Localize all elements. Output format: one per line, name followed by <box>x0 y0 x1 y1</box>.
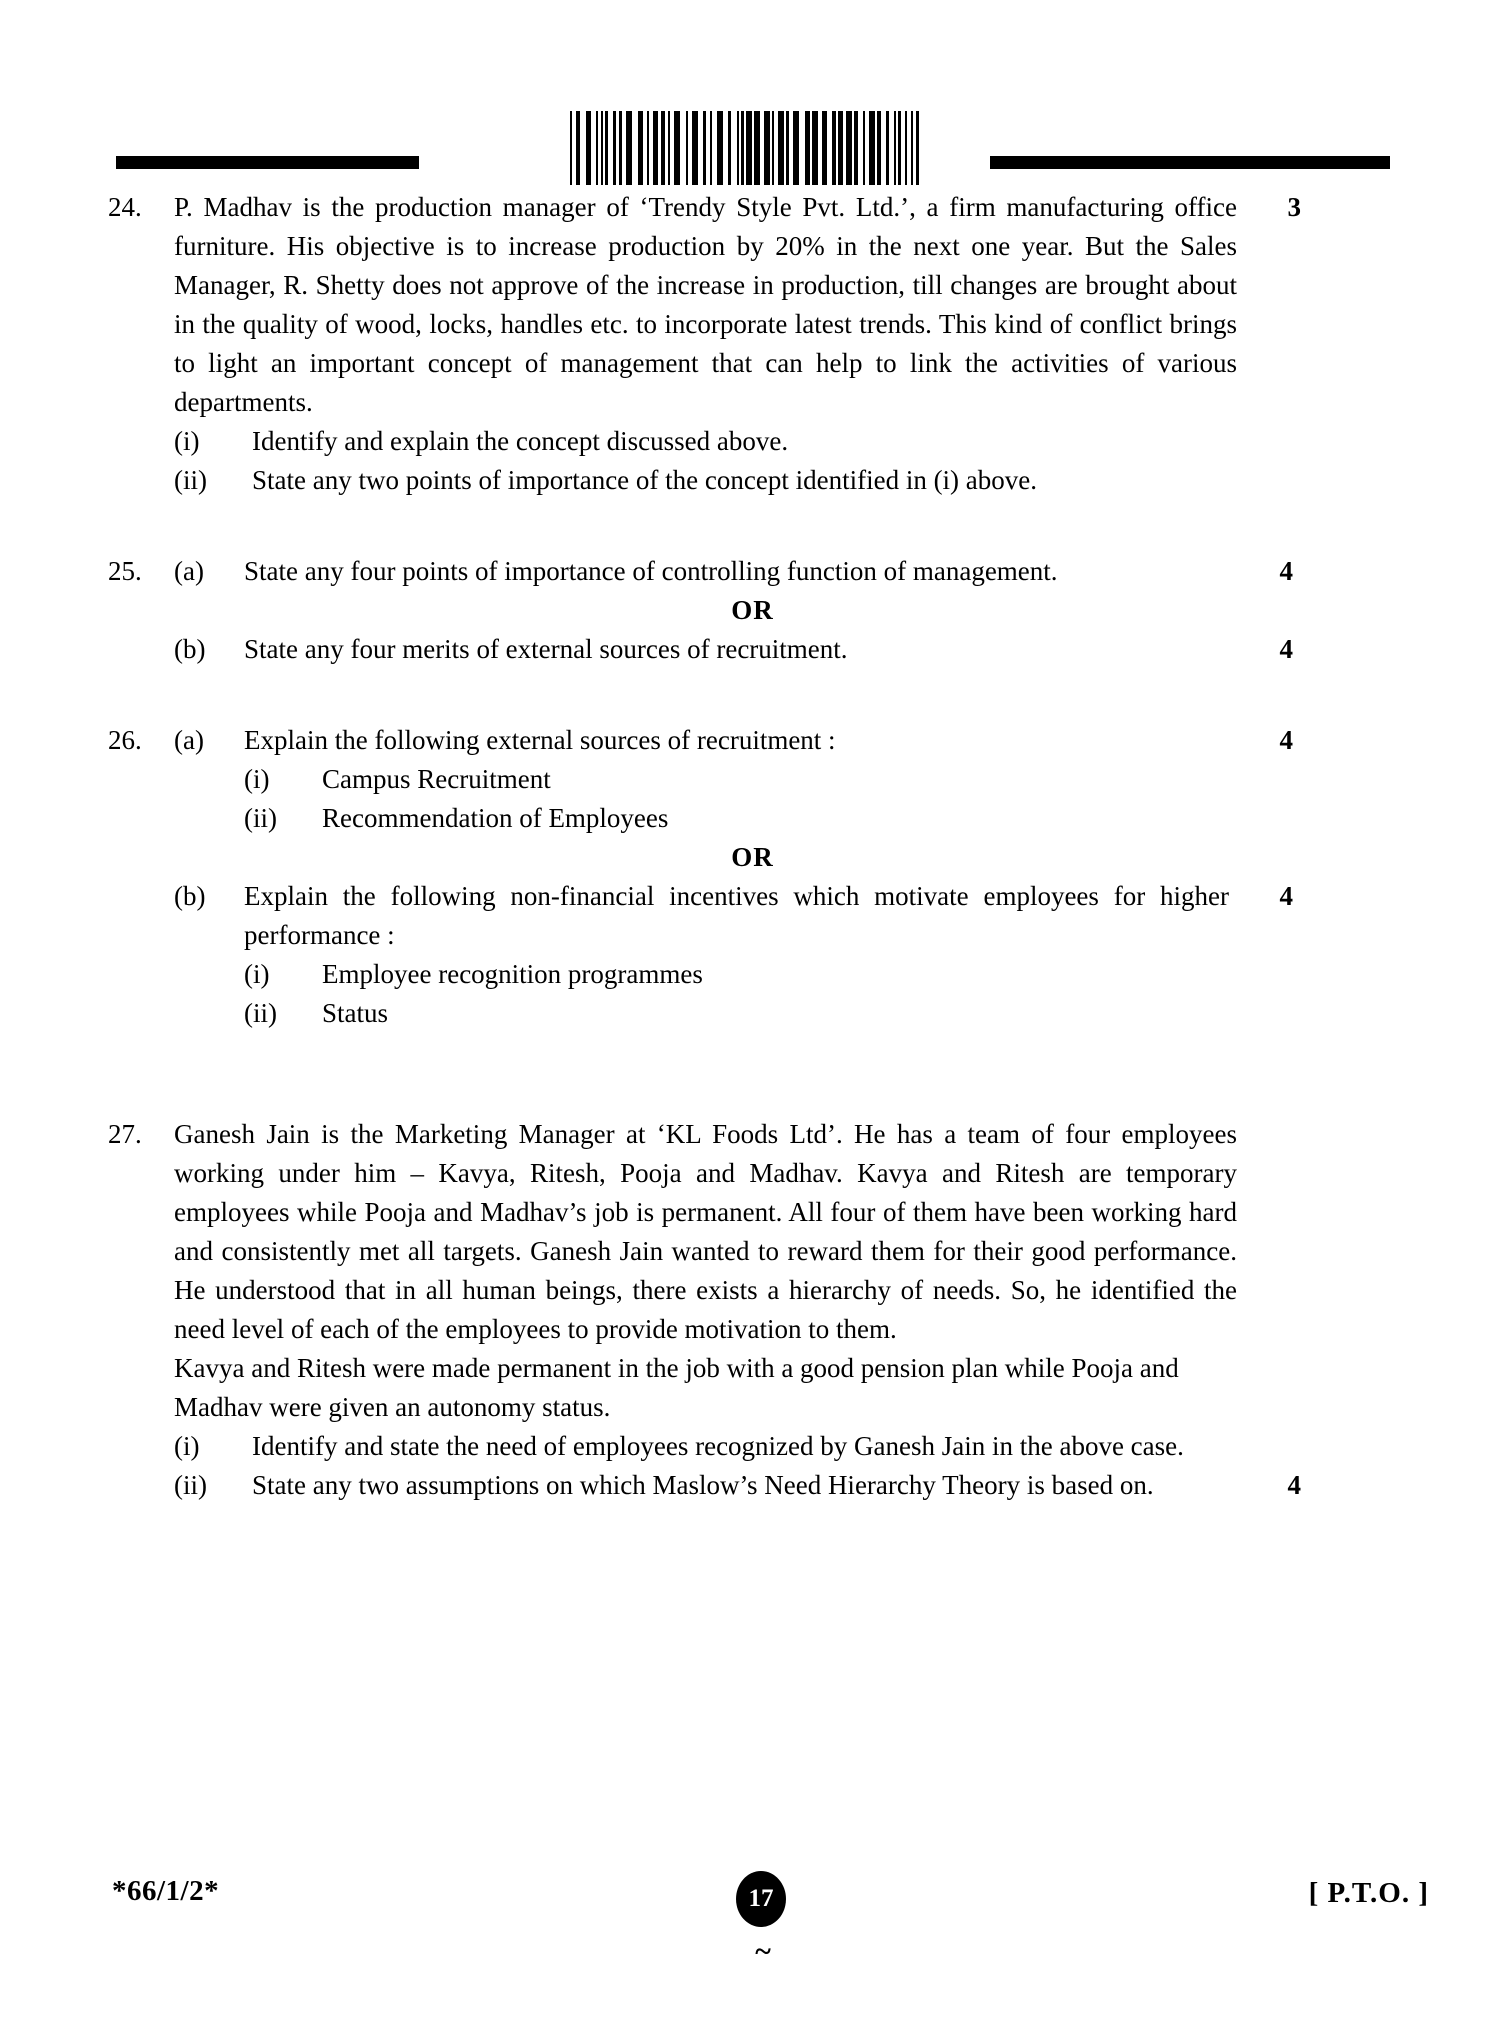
sub-item-text: Status <box>322 998 389 1028</box>
sub-item-text: State any two points of importance of the concept identified in (i) above. <box>252 465 1038 495</box>
option-b-text: Explain the following non-financial incentives which motivate employees for higher performance : <box>244 881 1229 950</box>
sub-item-roman: (ii) <box>174 465 207 495</box>
section-gap <box>0 669 1505 721</box>
section-gap <box>0 1033 1505 1085</box>
option-b-marks: 4 <box>1279 634 1293 664</box>
option-label-a: (a) <box>174 725 204 755</box>
question-26a-item-ii <box>0 799 1505 838</box>
question-27 <box>0 1115 1505 1349</box>
pto-label: [ P.T.O. ] <box>1308 1877 1429 1909</box>
sub-item-text: State any two assumptions on which Maslow’s Need Hierarchy Theory is based on. <box>252 1470 1154 1500</box>
sub-item-roman: (ii) <box>244 998 277 1028</box>
sub-item-roman: (i) <box>174 426 200 456</box>
option-a-text: State any four points of importance of controlling function of management. <box>244 556 1058 586</box>
option-b-text: State any four merits of external sources of recruitment. <box>244 634 848 664</box>
question-24-sub-ii <box>0 461 1505 500</box>
page-footer <box>0 1875 1505 1985</box>
question-number: 25. <box>108 556 142 586</box>
question-24-sub-i <box>0 422 1505 461</box>
tilde-mark: ~ <box>755 1935 771 1968</box>
sub-item-text: Identify and state the need of employees recognized by Ganesh Jain in the above case. <box>252 1431 1184 1461</box>
sub-item-roman: (i) <box>244 959 270 989</box>
section-gap <box>0 500 1505 552</box>
question-body-para-1: Ganesh Jain is the Marketing Manager at ‘KL Foods Ltd’. He has a team of four employees working under him – Kavya, Ritesh, Pooja and Madhav. Kavya and Ritesh are temporary employees while Pooja and Madhav’s job is permanent. All four of them have been working hard and consistently met all targets. Ganesh Jain wanted to reward them for their good performance. He understood that in all human beings, there exists a hierarchy of needs. So, he identified the need level of each of the employees to provide motivation to them. <box>174 1119 1237 1344</box>
question-25-option-a <box>0 552 1505 591</box>
question-number: 27. <box>108 1119 142 1149</box>
question-26b-item-ii <box>0 994 1505 1033</box>
question-25-option-b <box>0 630 1505 669</box>
question-body-para-2: Kavya and Ritesh were made permanent in the job with a good pension plan while Pooja and Madhav were given an autonomy status. <box>174 1353 1179 1422</box>
option-label-b: (b) <box>174 881 206 911</box>
page-number-badge: 17 <box>736 1871 786 1927</box>
option-label-b: (b) <box>174 634 206 664</box>
question-number: 24. <box>108 192 142 222</box>
page-header <box>0 108 1505 188</box>
option-a-marks: 4 <box>1279 725 1293 755</box>
or-divider-25: OR <box>731 595 774 625</box>
question-27-sub-i <box>0 1427 1505 1466</box>
option-a-marks: 4 <box>1279 556 1293 586</box>
or-divider-26: OR <box>731 842 774 872</box>
sub-item-roman: (ii) <box>174 1470 207 1500</box>
sub-item-marks: 4 <box>1287 1470 1301 1500</box>
barcode-icon <box>570 111 922 185</box>
question-26-option-b <box>0 877 1505 955</box>
header-rule-right <box>990 156 1390 169</box>
question-24 <box>0 188 1505 422</box>
option-b-marks: 4 <box>1279 881 1293 911</box>
question-26-option-a <box>0 721 1505 760</box>
sub-item-roman: (ii) <box>244 803 277 833</box>
question-body: P. Madhav is the production manager of ‘Trendy Style Pvt. Ltd.’, a firm manufacturing office furniture. His objective is to increase production by 20% in the next one year. But the Sales Manager, R. Shetty does not approve of the increase in production, till changes are brought about in the quality of wood, locks, handles etc. to incorporate latest trends. This kind of conflict brings to light an important concept of management that can help to link the activities of various departments. <box>174 192 1237 417</box>
sub-item-roman: (i) <box>244 764 270 794</box>
question-marks: 3 <box>1287 192 1301 222</box>
question-26a-item-i <box>0 760 1505 799</box>
option-a-text: Explain the following external sources of recruitment : <box>244 725 836 755</box>
section-gap <box>0 1085 1505 1115</box>
question-27-para-2 <box>0 1349 1505 1427</box>
question-26b-item-i <box>0 955 1505 994</box>
sub-item-text: Recommendation of Employees <box>322 803 669 833</box>
option-label-a: (a) <box>174 556 204 586</box>
sub-item-roman: (i) <box>174 1431 200 1461</box>
question-27-sub-ii <box>0 1466 1505 1505</box>
header-rule-left <box>116 156 419 169</box>
question-number: 26. <box>108 725 142 755</box>
sub-item-text: Employee recognition programmes <box>322 959 703 989</box>
sub-item-text: Identify and explain the concept discussed above. <box>252 426 789 456</box>
question-list <box>0 188 1505 1505</box>
paper-code: *66/1/2* <box>112 1875 220 1907</box>
sub-item-text: Campus Recruitment <box>322 764 551 794</box>
